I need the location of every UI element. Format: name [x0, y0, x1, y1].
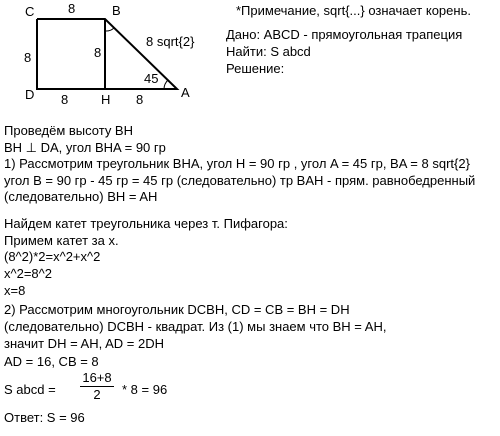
line-1: Проведём высоту BH [4, 123, 133, 138]
label-cb-length: 8 [68, 1, 76, 16]
label-cd-length: 8 [24, 50, 32, 65]
angle-a-arc [164, 80, 168, 89]
line-9: x^2=8^2 [4, 266, 52, 281]
line-7: Примем катет за x. [4, 233, 119, 248]
formula-rhs: * 8 = 96 [122, 382, 168, 397]
line-6: Найдем катет треугольника через т. Пифагора: [4, 216, 288, 231]
label-bh-length: 8 [94, 45, 102, 60]
line-13: значит DH = AH, AD = 2DH [4, 336, 165, 351]
formula-fraction [80, 371, 114, 402]
line-8: (8^2)*2=x^2+x^2 [4, 249, 101, 264]
label-dh-length: 8 [61, 92, 69, 107]
line-10: x=8 [4, 283, 26, 298]
label-b: B [112, 3, 121, 18]
line-11: 2) Рассмотрим многоугольник DCBH, CD = CB = BH = DH [4, 302, 350, 317]
solution-heading: Решение: [226, 61, 285, 76]
label-h: H [101, 92, 111, 107]
find-line: Найти: S abcd [226, 44, 311, 59]
answer-line: Ответ: S = 96 [4, 410, 85, 425]
label-c: C [25, 4, 35, 19]
line-12: (следовательно) DCBH - квадрат. Из (1) мы знаем что BH = AH, [4, 319, 387, 334]
fraction-numerator: 16+8 [82, 370, 112, 385]
remark-note: *Примечание, sqrt{...} означает корень. [236, 3, 471, 18]
formula-lhs: S abcd = [4, 382, 56, 397]
line-3: 1) Рассмотрим треугольник BHA, угол H = 90 гр , угол A = 45 гр, BA = 8 sqrt{2} [4, 156, 470, 171]
label-ha-length: 8 [136, 92, 144, 107]
line-14: AD = 16, CB = 8 [4, 354, 99, 369]
label-a: A [181, 85, 190, 100]
fraction-denominator: 2 [93, 387, 101, 402]
label-d: D [25, 87, 35, 102]
line-2: BH ⊥ DA, угол BHA = 90 гр [4, 140, 166, 155]
line-4: угол B = 90 гр - 45 гр = 45 гр (следовательно) тр BAH - прям. равнобедренный [4, 173, 476, 188]
line-5: (следовательно) BH = AH [4, 189, 158, 204]
angle-b-arc [105, 28, 114, 31]
label-ba-length: 8 sqrt{2} [146, 34, 195, 49]
label-angle-a: 45 [144, 71, 159, 86]
given-line: Дано: ABCD - прямоугольная трапеция [226, 27, 463, 42]
